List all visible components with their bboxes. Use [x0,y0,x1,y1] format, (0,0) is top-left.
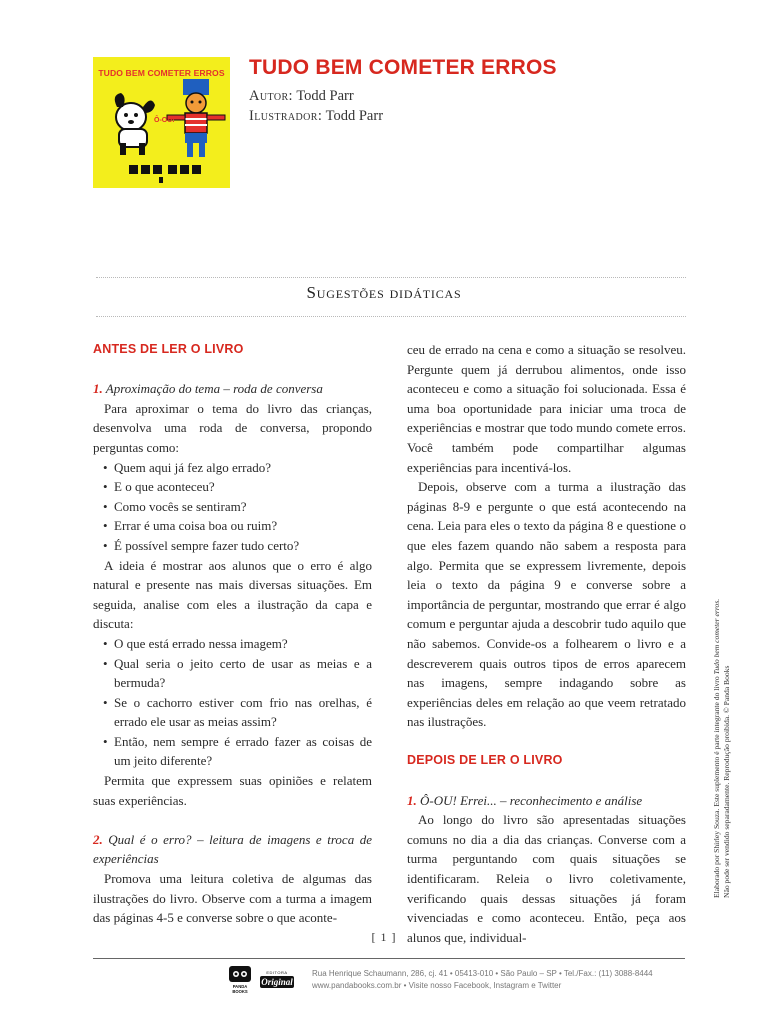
child-figure [167,79,225,157]
list-item: • O que está errado nessa imagem? [93,634,372,654]
book-cover-image [93,57,230,188]
divider-bottom [96,316,686,317]
left-column [93,340,372,928]
author-name: Todd Parr [296,88,354,104]
paragraph: Ao longo do livro são apresentadas situações comuns no dia a dia das crianças. Converse com a turma perguntando com quais situações se identificaram. Releia o livro coletivamente, verificando quais dessas situações já foram vivenciadas e como aconteceu. Então, peça aos alunos que, individual- [407,812,686,945]
illustrator-name: Todd Parr [325,108,384,124]
divider-top [96,277,686,278]
page-number: [ 1 ] [371,930,397,944]
author-label: Autor: [249,88,293,104]
list-item: • Errar é uma coisa boa ou ruim? [93,516,372,536]
svg-text:PANDA: PANDA [232,984,248,989]
section-title: Sugestões didáticas [306,283,462,302]
heading-after-reading: DEPOIS DE LER O LIVRO [407,753,563,768]
list-item: • É possível sempre fazer tudo certo? [93,536,372,556]
panda-books-logo [229,966,251,994]
illustrator-label: Ilustrador: [249,108,323,124]
credit-line-2: Não pode ser vendido separadamente. Reprodução proibida. © Panda Books [722,665,731,898]
paragraph: A ideia é mostrar aos alunos que o erro é algo natural e presente nas mais diversas situações. Em seguida, analise com eles a ilustração da capa e discuta: [93,557,372,632]
author-line [249,88,354,105]
activity-2-title: 2. Qual é o erro? – leitura de imagens e troca de experiências [93,831,372,867]
svg-text:EDITORA: EDITORA [266,970,288,975]
footer-address [312,968,653,992]
question-list [93,634,372,771]
right-column [407,340,686,947]
cover-author-lettering [129,165,201,183]
list-item: • Como vocês se sentiram? [93,497,372,517]
paragraph: Para aproximar o tema do livro das crianças, desenvolva uma roda de conversa, propondo perguntas como: [93,400,372,455]
cover-title: TUDO BEM COMETER ERROS [98,68,225,78]
book-title: TUDO BEM COMETER ERROS [249,56,557,79]
paragraph: ceu de errado na cena e como a situação se resolveu. Pergunte quem já derrubou alimentos, onde isso aconteceu e como a situação foi solucionada. Essa é uma boa oportunidade para iniciar uma troca de experiências e mostrar que todo mundo comete erros. Você também pode compartilhar algumas experiências para incentivá-los. [407,342,686,475]
paragraph: Depois, observe com a turma a ilustração das páginas 8-9 e pergunte o que está acontecendo na cena. Leia para eles o texto da página 8 e questione o que eles fazem quando não sabem a resposta para algo. Permita que se expressem livremente, depois leia o texto da página 9 e converse sobre a importância de perguntar, mostrando que errar é algo comum e perguntar ajuda a descobrir tudo aquilo que não sabemos. Convide-os a folhearem o livro e a descreverem quais outros tipos de erros aparecem nas imagens, sempre indagando sobre as experiências deles em relação ao que veem retratado nas ilustrações. [407,479,686,730]
address-line: Rua Henrique Schaumann, 286, cj. 41 • 05413-010 • São Paulo – SP • Tel./Fax.: (11) 3088-8444 [312,969,653,978]
vertical-credit [712,568,732,898]
heading-before-reading: ANTES DE LER O LIVRO [93,342,244,356]
cover-exclamation: Ô-OU! [154,117,175,124]
activity-1-title: 1. Aproximação do tema – roda de conversa [93,381,323,397]
question-list [93,458,372,556]
credit-line-1: Elaborado por Shirley Souza. Este suplemento é parte integrante do livro Tudo bem cometer erros. [712,598,721,898]
list-item: • Então, nem sempre é errado fazer as coisas de um jeito diferente? [93,732,372,771]
editora-original-logo [260,969,294,989]
svg-text:BOOKS: BOOKS [232,989,248,994]
list-item: • Qual seria o jeito certo de usar as meias e a bermuda? [93,654,372,693]
list-item: • Quem aqui já fez algo errado? [93,458,372,478]
paragraph: Permita que expressem suas opiniões e relatem suas experiências. [93,773,372,808]
web-line: www.pandabooks.com.br • Visite nosso Facebook, Instagram e Twitter [312,981,562,990]
paragraph: Promova uma leitura coletiva de algumas das ilustrações do livro. Observe com a turma a imagem das páginas 4-5 e converse sobre o que aconte- [93,871,372,926]
list-item: • E o que aconteceu? [93,477,372,497]
svg-text:Original: Original [261,977,293,987]
dog-figure [115,93,155,155]
footer-divider [93,958,685,959]
list-item: • Se o cachorro estiver com frio nas orelhas, é errado ele usar as meias assim? [93,693,372,732]
activity-3-title: 1. Ô-OU! Errei... – reconhecimento e análise [407,792,643,808]
illustrator-line [249,108,383,125]
